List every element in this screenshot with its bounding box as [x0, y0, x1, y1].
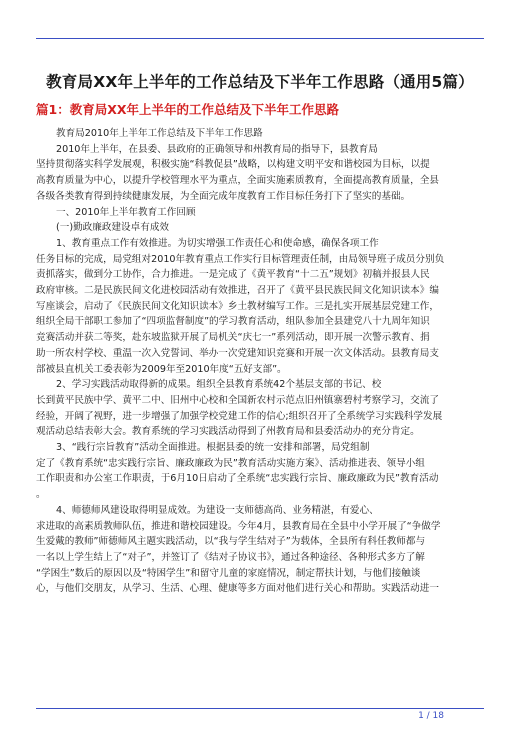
header-rule [36, 38, 484, 39]
text-line: 3、“践行宗旨教育”活动全面推进。根据县委的统一安排和部署，局党组制 [56, 442, 370, 454]
text-line: 竞赛活动并获二等奖，赴东坡监狱开展了局机关“庆七一”系列活动，即开展一次警示教育、捐 [36, 332, 430, 344]
paragraph-3 [36, 377, 484, 440]
text-line: 部被县直机关工委表彰为2009年至2010年度“五好支部”。 [36, 363, 287, 375]
text-line: 2、学习实践活动取得新的成果。组织全县教育系统42个基层支部的书记、校 [56, 379, 382, 391]
subtitle: 教育局2010年上半年工作总结及下半年工作思路 [56, 128, 263, 139]
footer-rule [36, 708, 484, 709]
text-line: 定了《教育系统“忠实践行宗旨、廉政廉政为民”教育活动实施方案》、活动推进表、领导小组 [36, 457, 425, 469]
text-line: 求进取的高素质教师队伍，推进和谐校园建设。今年4月，县教育局在全县中小学开展了“争做学 [36, 520, 441, 532]
text-line: 工作职责和办公室工作职责，于6月10日启动了全系统“忠实践行宗旨、廉政廉政为民”教育活动 [36, 473, 439, 485]
text-line: 1、教育重点工作有效推进。为切实增强工作责任心和使命感，确保各项工作 [56, 237, 379, 249]
heading-level-1: 一、2010年上半年教育工作回顾 [56, 206, 196, 218]
text-line: 高教育质量为中心，以提升学校管理水平为重点，全面实施素质教育，全面提高教育质量，全县 [36, 175, 439, 187]
text-line: “学困生”数后的原因以及“特困学生”和留守儿童的家庭情况，制定帮扶计划，与他们接触谈 [36, 567, 421, 579]
page-number: 1 / 18 [418, 711, 444, 721]
text-line: 助一所农村学校、重温一次入党誓词、举办一次党建知识竞赛和开展一次文体活动。县教育局支 [36, 347, 439, 359]
text-line: 写座谈会，启动了《民族民间文化知识读本》乡土教材编写工作。三是扎实开展基层党建工作， [36, 300, 439, 312]
section-heading: 篇1：教育局XX年上半年的工作总结及下半年工作思路 [36, 102, 339, 117]
paragraph-5 [36, 503, 484, 597]
text-line: 政府审核。二是民族民间文化进校园活动有效推进，召开了《黄平县民族民间文化知识读本》编 [36, 285, 439, 297]
document-body [36, 126, 484, 597]
text-line: 责抓落实，做到分工协作，合力推进。一是完成了《黄平教育“十二五”规划》初稿并报县人民 [36, 269, 430, 281]
text-line: 2010年上半年，在县委、县政府的正确领导和州教育局的指导下，县教育局 [56, 143, 378, 155]
text-line: 4、师德师风建设取得明显成效。为建设一支师德高尚、业务精湛，有爱心、 [56, 504, 379, 516]
text-line: 任务目标的完成，局党组对2010年教育重点工作实行目标管理责任制，由局领导班子成员分别负 [36, 253, 445, 265]
text-line: 生爱戴的教师”师德师风主题实践活动，以“我与学生结对子”为载体，全县所有科任教师都与 [36, 536, 426, 548]
document-title: 教育局XX年上半年的工作总结及下半年工作思路（通用5篇） [46, 73, 474, 91]
text-line: 观活动总结表彰大会。教育系统的学习实践活动得到了州教育局和县委活动办的充分肯定。 [36, 426, 420, 438]
text-line: 经验，开阔了视野，进一步增强了加强学校党建工作的信心;组织召开了全系统学习实践科学发展 [36, 410, 443, 422]
text-line: 长到黄平民族中学、黄平二中、旧州中心校和全国新农村示范点旧州镇寨碧村考察学习，交流了 [36, 394, 439, 406]
text-line: 心，与他们交朋友，从学习、生活、心理、健康等多方面对他们进行关心和帮助。实践活动进一 [36, 583, 439, 595]
text-line: 组织全局干部职工参加了“四项监督制度”的学习教育活动，组队参加全县建党八十九周年知识 [36, 316, 430, 328]
paragraph-1 [36, 142, 484, 205]
heading-level-2: (一)勤政廉政建设卓有成效 [56, 222, 170, 234]
text-line: 各级各类教育得到持续健康发展，为全面完成年度教育工作目标任务打下了坚实的基础。 [36, 190, 411, 202]
text-line: 一名以上学生结上了“对子”，并签订了《结对子协议书》，通过各种途径、各种形式多方了解 [36, 551, 425, 563]
paragraph-2 [36, 236, 484, 377]
text-line: 坚持贯彻落实科学发展观，积极实施“科教促县”战略，以构建文明平安和谐校园为目标，以提 [36, 159, 430, 171]
paragraph-4 [36, 440, 484, 503]
text-line: 。 [36, 489, 46, 501]
